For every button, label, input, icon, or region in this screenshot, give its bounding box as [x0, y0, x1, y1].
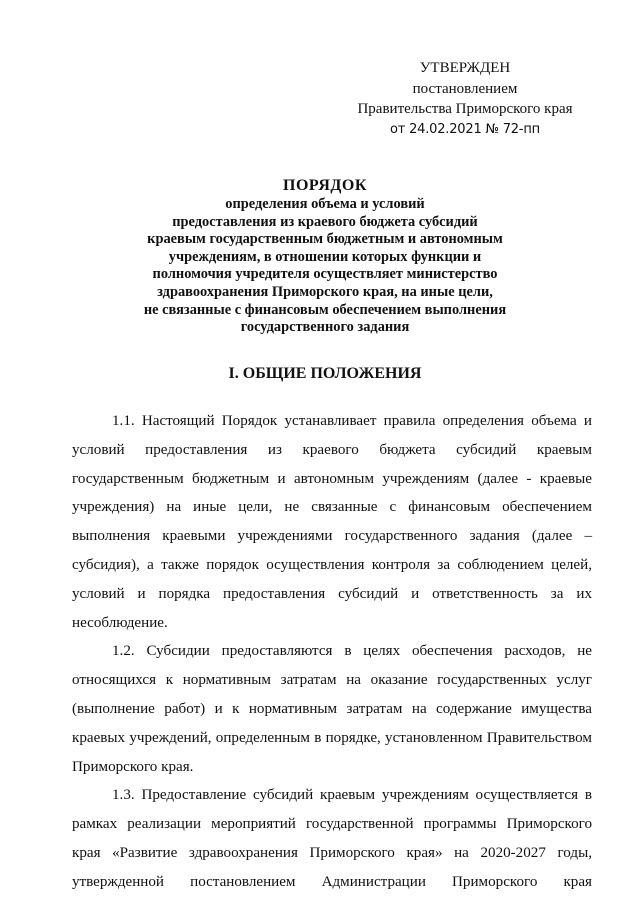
approval-act-type: постановлением [412, 80, 518, 97]
subtitle-line: учреждениям, в отношении которых функции и [168, 248, 482, 265]
paragraph-1-1: 1.1. Настоящий Порядок устанавливает правила определения объема и условий предоставления из краевого бюджета субсидий краевым государственным бюджетным и автономным учреждениям (далее - краевые учреждения) на иные цели, не связанные с финансовым обеспечением выполнения краевыми учреждениями государственного задания (далее – субсидия), а также порядок осуществления контроля за соблюдением целей, условий и порядка предоставления субсидий и ответственность за их несоблюдение. [72, 413, 592, 631]
title-main: ПОРЯДОК [283, 177, 367, 194]
subtitle-line: здравоохранения Приморского края, на иные цели, [157, 283, 493, 300]
subtitle-line: государственного задания [240, 319, 410, 336]
title-subtitle [60, 196, 590, 337]
subtitle-line: полномочия учредителя осуществляет министерство [152, 266, 498, 283]
approval-status: УТВЕРЖДЕН [419, 60, 511, 76]
subtitle-line: предоставления из краевого бюджета субсидий [172, 213, 478, 230]
subtitle-line: краевым государственным бюджетным и автономным [147, 231, 503, 248]
approval-authority: Правительства Приморского края [357, 101, 573, 117]
subtitle-line: не связанные с финансовым обеспечением выполнения [143, 301, 507, 318]
approval-date-number: от 24.02.2021 № 72-пп [390, 121, 540, 137]
paragraph-1-2: 1.2. Субсидии предоставляются в целях обеспечения расходов, не относящихся к нормативным затратам на оказание государственных услуг (выполнение работ) и к нормативным затратам на содержание имущества краевых учреждений, определенным в порядке, установленном Правительством Приморского края. [72, 643, 592, 775]
paragraph-1-3: 1.3. Предоставление субсидий краевым учреждениям осуществляется в рамках реализации мероприятий государственной программы Приморского края «Развитие здравоохранения Приморского края» на 2020-2027 годы, утвержденной постановлением Администрации Приморского края [72, 787, 592, 890]
section-heading: I. ОБЩИЕ ПОЛОЖЕНИЯ [228, 365, 422, 382]
document-body [72, 407, 592, 897]
approval-block [350, 58, 580, 140]
document-title [60, 176, 590, 337]
subtitle-line: определения объема и условий [225, 196, 425, 212]
